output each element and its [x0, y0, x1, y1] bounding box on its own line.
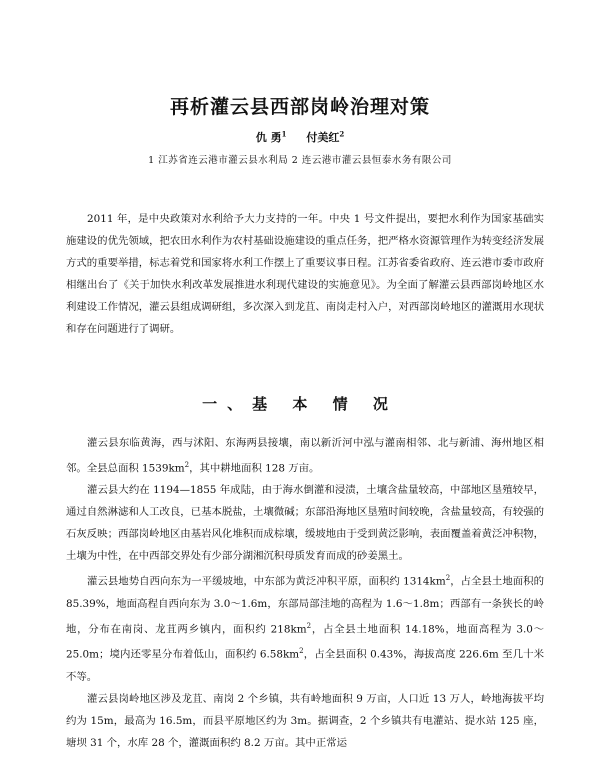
section-body — [66, 432, 544, 754]
paragraph-soil: 灌云县大约在 1194—1855 年成陆，由于海水倒灌和浸渍，土壤含盐量较高，中部地区垦殖较早，通过自然淋滤和人工改良，已基本脱盐，土壤微碱；东部沿海地区垦殖时间较晚，含盐量较高，有较强的石灰反映；西部岗岭地区由基岩风化堆积而成棕壤，缓坡地由于受到黄泛影响，表面覆盖着黄泛冲积物，土壤为中性，在中西部交界处有少部分湖湘沉积母质发育而成的砂姜黑土。 — [66, 484, 544, 563]
section-heading: 一、基 本 情 况 — [202, 395, 398, 413]
paper-title: 再析灌云县西部岗岭治理对策 — [169, 96, 430, 118]
author-2: 付美红$^2$ — [306, 129, 345, 144]
paragraph-location: 灌云县东临黄海，西与沭阳、东海两县接壤，南以新沂河中泓与灌南相邻、北与新浦、海州地区相邻。全县总面积 $1539km^2$，其中耕地面积 128 万亩。 — [66, 437, 544, 475]
intro-paragraph: 2011 年，是中央政策对水利给予大力支持的一年。中央 1 号文件提出，要把水利作为国家基础实施建设的优先领域，把农田水利作为农村基础设施建设的重点任务，把严格水资源管理作为转变经济发展方式的重要举措，标志着党和国家将水利工作摆上了重要议事日程。江苏省委省政府、连云港市委市政府相继出台了《关于加快水利改革发展推进水利现代建设的实施意见》。为全面了解灌云县西部岗岭地区水利建设工作情况，灌云县组成调研组，多次深入到龙苴、南岗走村入户，对西部岗岭地区的灌溉用水现状和存在问题进行了调研。 — [66, 213, 544, 335]
paragraph-terrain: 灌云县地势自西向东为一平缓坡地，中东部为黄泛冲积平原，面积约 $1314km^2$，占全县土地面积的 85.39%，地面高程自西向东为 3.0～1.6m，东部局部洼地的高程为 1.6～1.8m；西部有一条狭长的岭地，分布在南岗、龙苴两乡镇内，面积约 $218km^2$，占全县土地面积 14.18%，地面高程为 3.0～25.0m；境内还零星分布着低山，面积约 $6.58km^2$，占全县面积 0.43%，海拔高度 226.6m 至几十米不等。 — [66, 574, 545, 683]
intro-block — [66, 208, 544, 340]
author-line — [0, 129, 600, 145]
affiliation: 1 江苏省连云港市灌云县水利局 2 连云港市灌云县恒泰水务有限公司 — [148, 155, 452, 166]
paragraph-ridge-area: 灌云县岗岭地区涉及龙苴、南岗 2 个乡镇，共有岭地面积 9 万亩，人口近 13 万人，岭地海拔平均约为 15m，最高为 16.5m，而县平原地区约为 3m。据调查，2 个乡镇共有电灌站、提水站 125 座，塘坝 31 个，水库 28 个，灌溉面积约 8.2 万亩。其中正常运 — [66, 692, 544, 749]
author-1: 仇 勇$^1$ — [255, 129, 287, 144]
